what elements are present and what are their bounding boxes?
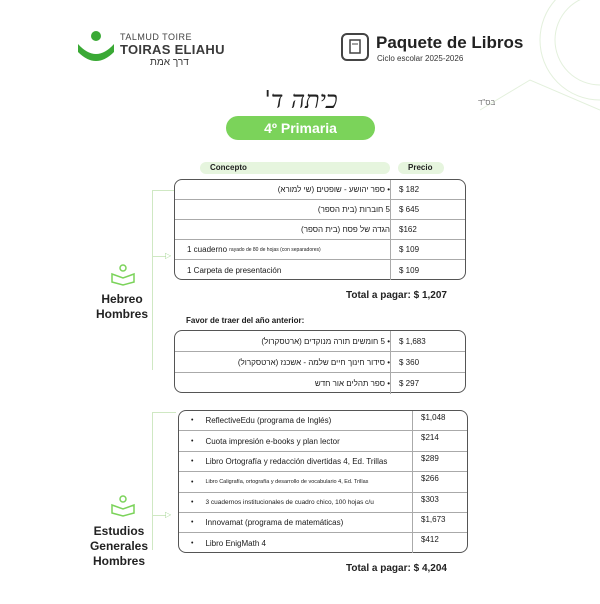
table-row <box>175 373 465 394</box>
table-row <box>179 533 467 553</box>
bsd-mark: בס"ד <box>478 98 496 107</box>
arrow-icon: ▷ <box>165 251 172 260</box>
table-row <box>179 452 467 472</box>
page-title: Paquete de Libros <box>376 33 524 52</box>
logo-icon <box>76 30 116 66</box>
item-name: • 5 חומשים תורה מנוקדים (ארטסקרול) <box>175 331 391 351</box>
item-name: • Libro Caligrafía, ortografía y desarrollo de vocabulario 4, Ed. Trillas <box>179 472 413 492</box>
connector-line <box>152 256 166 257</box>
section-label-hebreo: Hebreo Hombres <box>95 292 148 321</box>
item-price: $266 <box>421 474 439 483</box>
decorative-lines <box>460 0 600 140</box>
item-price: $ 182 <box>399 185 420 194</box>
table-row <box>179 431 467 452</box>
item-price: $1,048 <box>421 413 446 422</box>
item-name: 5 חוברות (בית הספר) <box>175 200 391 219</box>
item-price: $ 297 <box>399 379 420 388</box>
grade-badge: 4º Primaria <box>226 116 375 140</box>
hebreo-total: Total a pagar: $ 1,207 <box>346 290 447 301</box>
column-header-concept: Concepto <box>200 162 390 174</box>
item-name: 1 Carpeta de presentación <box>175 260 391 280</box>
generales-table <box>178 410 468 553</box>
item-name: הגדה של פסח (בית הספר) <box>175 220 391 239</box>
item-price: $289 <box>421 454 439 463</box>
table-row <box>175 240 465 260</box>
item-name: • ספר תהלים אור חדש <box>175 373 391 394</box>
item-price: $1,673 <box>421 515 446 524</box>
generales-total: Total a pagar: $ 4,204 <box>346 563 447 574</box>
item-name: • Cuota impresión e-books y plan lector <box>179 431 413 451</box>
table-row <box>175 331 465 352</box>
arrow-icon: ▷ <box>165 510 172 519</box>
item-name: • סידור חינוך חיים שלמה - אשכנז (ארטסקרול) <box>175 352 391 372</box>
table-row <box>179 411 467 431</box>
connector-line <box>152 190 153 370</box>
logo-line3: דרך אמת <box>150 57 189 68</box>
section-label-generales: Estudios Generales Hombres <box>89 524 149 568</box>
item-price: $214 <box>421 433 439 442</box>
item-price: $ 1,683 <box>399 336 426 346</box>
item-price: $ 360 <box>399 357 420 367</box>
item-name: • ספר יהושע - שופטים (שי למורא) <box>175 180 391 199</box>
item-name: • ReflectiveEdu (programa de Inglés) <box>179 411 413 430</box>
item-price: $ 645 <box>399 205 420 214</box>
item-price: $303 <box>421 495 439 504</box>
item-name: 1 cuaderno rayado de 80 de hojas (con separadores) <box>175 240 391 259</box>
table-row <box>179 472 467 493</box>
table-row <box>179 493 467 513</box>
table-row <box>175 220 465 240</box>
previous-year-table <box>174 330 466 393</box>
connector-line <box>152 190 174 191</box>
table-row <box>175 352 465 373</box>
table-row <box>175 200 465 220</box>
item-price: $ 109 <box>399 245 420 254</box>
previous-year-title: Favor de traer del año anterior: <box>186 316 305 325</box>
logo-line1: TALMUD TOIRE <box>120 32 193 42</box>
table-row <box>175 260 465 280</box>
hebreo-table <box>174 179 466 280</box>
item-price: $ 109 <box>399 265 420 275</box>
book-stack-icon <box>110 264 136 286</box>
item-name: • 3 cuadernos institucionales de cuadro chico, 100 hojas c/u <box>179 493 413 512</box>
page-subtitle: Ciclo escolar 2025-2026 <box>377 54 464 63</box>
logo-line2: TOIRAS ELIAHU <box>120 42 225 57</box>
connector-line <box>152 515 166 516</box>
item-name: • Libro EnigMath 4 <box>179 533 413 553</box>
connector-line <box>152 412 176 413</box>
table-row <box>179 513 467 533</box>
item-price: $162 <box>399 225 417 234</box>
item-price: $412 <box>421 535 439 544</box>
grade-hebrew: כיתה ד' <box>264 86 338 114</box>
book-icon <box>341 33 369 61</box>
column-header-price: Precio <box>398 162 444 174</box>
book-stack-icon <box>110 495 136 517</box>
table-row <box>175 180 465 200</box>
item-name: • Libro Ortografía y redacción divertidas 4, Ed. Trillas <box>179 452 413 471</box>
item-name: • Innovamat (programa de matemáticas) <box>179 513 413 532</box>
